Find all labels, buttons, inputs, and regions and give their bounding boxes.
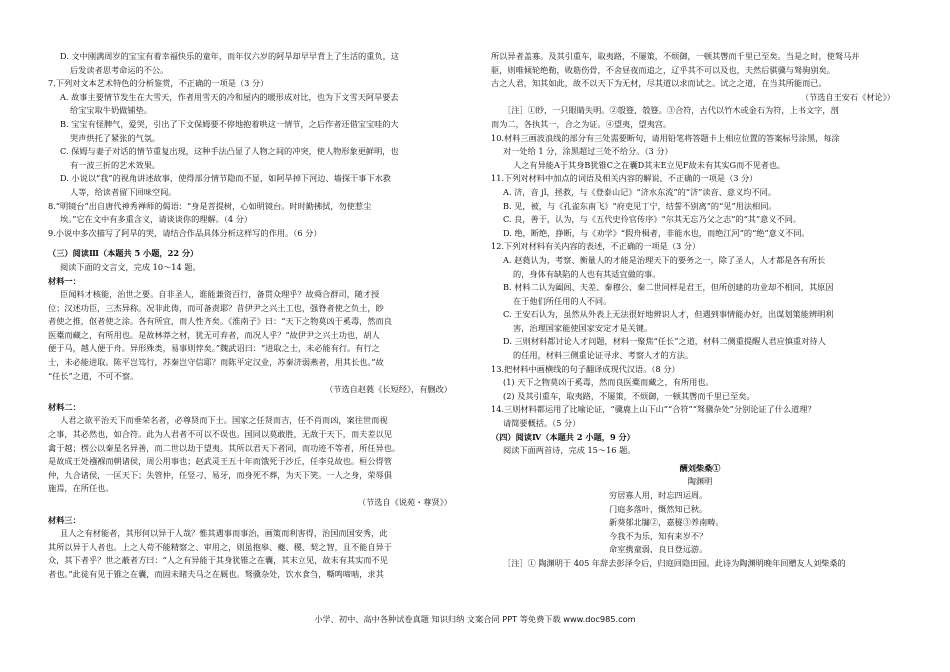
right-text-line: 穷居寡人用，时忘四运周。 bbox=[609, 490, 708, 500]
left-text-line: 哭声烘托了紧张的气氛。 bbox=[70, 132, 161, 143]
left-text-line: 之事，其必然也，如合符。此为人君者不可以不误也。国同以莫敢胜，无敌于天下，而夫差以见 bbox=[48, 429, 392, 440]
right-text-line: 酬刘柴桑① bbox=[679, 462, 721, 473]
left-text-line: 者也。”此徒有见于锥之在囊，而固未睹夫马之在厩也。驽骥杂处，饮水食刍，嘶鸣啼啮，求其 bbox=[48, 568, 384, 579]
left-text-line: 材料二： bbox=[48, 401, 81, 412]
left-text-line: （三）阅读Ⅲ（本题共 5 小题，22 分） bbox=[48, 248, 199, 259]
right-text-line: D. 绝，断绝，挣断，与《劝学》“假舟楫者，非能水也，而绝江河”的“绝”意义不同。 bbox=[503, 227, 810, 238]
right-text-line: 命室携童弱，良日登远游。 bbox=[609, 544, 708, 555]
right-text-line: 对一处给 1 分，涂黑超过三处不给分。（3 分） bbox=[503, 146, 673, 157]
right-text-line: B. 材料二认为阖闾、夫差、秦穆公、秦二世同样是君王，但所创建的功业却不相同，其原因 bbox=[503, 282, 834, 293]
left-text-line: 其所以异于人者也。上之人苟不能精察之、审用之，则虽抱皋、夔、稷、契之智，且不能自异于 bbox=[48, 541, 392, 552]
right-text-line: ［注］① 陶渊明于 405 年辞去彭泽令后，归庭回隐田园。此诗为陶渊明晚年回赠友人刘柴桑的 bbox=[503, 557, 846, 568]
left-text-line bbox=[48, 240, 466, 247]
left-text-line: 有一波三折的艺术效果。 bbox=[70, 159, 161, 170]
right-text-line: 所以异者盖寡。及其引重车，取夷路，不屡策，不烦御，一顿其辔而千里已至矣。当是之时，使驽马并 bbox=[491, 51, 860, 61]
left-column bbox=[48, 50, 466, 582]
right-text-line: 人之有异能A于其身B犹锥C之在囊D其末E立见F故未有其实G而不见者也。 bbox=[513, 159, 786, 170]
right-text-line: 请简要概括。（5 分） bbox=[503, 418, 581, 429]
left-text-line: 位；汉述功臣，三杰异称。况非此俦，而可备责耶？昔伊尹之兴土工也，强脊者使之负土，眇 bbox=[48, 302, 384, 313]
left-text-line: 人等，给读者留下回味空间。 bbox=[70, 186, 177, 197]
right-text-line: D. 三则材料都讨论人才问题，材料一聚焦“任长”之道，材料二侧重提醒人君应慎重对待人 bbox=[503, 336, 826, 347]
left-text-line: 者使之推，伛者使之涂。各有所宜，而人性齐矣。《淮南子》曰：“天下之物莫凶于奚毒，然而良 bbox=[48, 316, 392, 327]
right-text-line: 害，治理国家能使国家安定才是关键。 bbox=[513, 322, 653, 333]
left-text-line: 材料一： bbox=[48, 275, 81, 286]
left-text-line: 人君之欲平治天下而垂荣名者，必尊贤而下士。国家之任贤而吉，任不肖而凶，案往世而视 bbox=[60, 415, 388, 426]
page-footer: 小学、初中、高中各种试卷真题 知识归纳 文案合同 PPT 等免费下载 www.doc985.com bbox=[314, 614, 636, 624]
left-text-line: 埃。”它在文中有多重含义，请谈谈你的理解。（4 分） bbox=[60, 214, 253, 225]
right-text-line: A. 赵蕤认为，考察、衡量人的才能是治理天下的要务之一，除了圣人，人才都是各有所长 bbox=[503, 254, 826, 265]
right-text-line: 14.三则材料都运用了比喻论证，“骥鹿上山下山”“合符”“驽骥杂处”分别论证了什么道理？ bbox=[491, 404, 816, 415]
right-text-line: (1) 天下之物莫凶于奚毒，然而良医橐而藏之，有所用也。 bbox=[503, 377, 714, 388]
left-text-line: D. 文中刚满周岁的宝宝有着幸福快乐的童年，而年仅六岁的阿旱却早早背上了生活的重负，这 bbox=[60, 51, 399, 61]
left-text-line: 8.“明镜台”出自唐代神秀禅师的偈语：“身是菩提树，心如明镜台。时时勤拂拭，勿使惹尘 bbox=[48, 200, 372, 211]
right-text-line: 今我不为乐，知有来岁不？ bbox=[609, 530, 708, 541]
left-text-line: B. 宝宝有怪脾气，爱哭，引出了下文保姆要不停地抱着哄这一情节，之后作者还借宝宝哇的大 bbox=[60, 118, 399, 129]
right-text-line: B. 见，被，与《孔雀东南飞》“府吏见丁宁，结誓不别离”的“见”用法相同。 bbox=[503, 200, 777, 211]
left-text-line: 士，未必能进取。陈平岂笃行，苏秦岂守信耶？而陈平定汉业，苏秦济弱燕者，用其长也。”故 bbox=[48, 357, 384, 368]
left-text-line: （节选自赵蕤《长短经》，有删改） bbox=[325, 384, 452, 395]
left-text-line: 阅读下面的文言文，完成 10～14 题。 bbox=[60, 261, 201, 272]
right-text-line: 门庭多落叶，慨然知已秋。 bbox=[609, 503, 708, 514]
right-text-line: 12.下列对材料有关内容的表述，不正确的一项是（3 分） bbox=[491, 241, 701, 252]
right-text-line: C. 王安石认为，虽然从外表上无法很好地辨识人才，但遇到事情能办好，出谋划策能辨明利 bbox=[503, 309, 834, 320]
right-column bbox=[491, 50, 909, 571]
right-text-line: 在于他们所任用的人不同。 bbox=[513, 295, 612, 306]
right-text-line: 而为二，各执其一，合之为证。④望夷，望夷宫。 bbox=[491, 118, 672, 129]
right-text-line: C. 良，善于，认为，与《五代史伶官传序》“尔其无忘乃父之志”的“其”意义不同。 bbox=[503, 214, 802, 225]
left-text-line: 后发读者思考命运的不公。 bbox=[70, 64, 169, 75]
right-text-line: （四）阅读Ⅳ（本题共 2 小题，9 分） bbox=[491, 431, 635, 442]
left-text-line: A. 故事主要情节发生在大雪天，作者用雪天的冷和屋内的暖形成对比，也为下文雪天阿旱要去 bbox=[60, 91, 399, 102]
left-text-line: 材料三： bbox=[48, 514, 81, 525]
left-text-line: 7.下列对文本艺术特色的分析鉴赏，不正确的一项是（3 分） bbox=[48, 78, 269, 89]
left-text-line: 是故成王处襁褓而朝诸侯，周公用事也；赵武灵王五十年而饿死于沙丘，任李兑故也。桓公得管 bbox=[48, 456, 392, 467]
left-text-line: “任长”之道，不可不察。 bbox=[48, 370, 139, 381]
left-text-line: 医橐而藏之，有所用也。是故林莽之材，犹无可弃者，而况人乎？”故伊尹之兴土功也，胡人 bbox=[48, 329, 380, 340]
right-text-line: 的，身体有缺陷的人也有其适宜做的事。 bbox=[513, 268, 661, 279]
left-text-line: C. 保姆与妻子对话的情节重复出现，这种手法凸显了人物之间的冲突，使人物形象更鲜明，也 bbox=[60, 146, 399, 157]
right-text-line: （节选自王安石《材论》） bbox=[800, 91, 895, 102]
left-text-line: 仲，九合诸侯，一匡天下；失管仲，任竖刁、易牙，而身死不葬，为天下笑。一人之身，荣辱俱 bbox=[48, 469, 392, 480]
right-text-line: 11.下列对材料中加点的词语及相关内容的解说，不正确的一项是（3 分） bbox=[491, 173, 758, 184]
right-text-line: 的任用，材料三侧重论证寻求、考察人才的方法。 bbox=[513, 350, 694, 361]
right-text-line: 陶渊明 bbox=[687, 476, 713, 487]
left-text-line: （节选自《说苑・尊贤》） bbox=[357, 497, 452, 507]
right-text-line: 古之人君，知其如此，故不以天下为无材，尽其道以求而试之。试之之道，在当其所能而已。 bbox=[491, 78, 827, 89]
left-text-line: 9.小说中多次描写了阿旱的哭，请结合作品具体分析这样写的作用。（6 分） bbox=[48, 227, 322, 238]
left-text-line: 禽于越；楞公以秦星名异善，而二世以劫于望夷。其所以君天下者同，而功迹不等者，所任异也。 bbox=[48, 442, 401, 453]
right-text-line: 10.材料三画波浪线的部分有三处需要断句，请用铅笔将答题卡上相应位置的答案标号涂黑，每涂 bbox=[491, 132, 840, 143]
left-text-line: 且人之有材能者，其形何以异于人哉？惟其遇事而事治，画策而利害得，治国而国安秀，此 bbox=[60, 528, 388, 539]
left-text-line: 给宝宝取牛奶做铺垫。 bbox=[70, 105, 152, 116]
left-text-line: 众，其下者乎？世之蔽者方曰：“人之有异能于其身犹锥之在囊，其末立见，故未有其实而不见 bbox=[48, 555, 388, 566]
left-text-line: 施焉，在所任也。 bbox=[48, 483, 114, 494]
left-text-line: D. 小说以“我”的视角讲述故事，使得部分情节隐而不显，如阿旱掉下河边、墙探干事下水救 bbox=[60, 173, 391, 184]
left-text-line: 便于马，越人便于舟。异形殊类，易事则悖矣。”魏武诏曰：“进取之士，未必能有行。有行之 bbox=[48, 343, 380, 354]
right-text-line: 驱，则唯倾轮绝勒，败筋伤骨，不舍昼夜而追之，辽乎其不可以及也，夫然后骐骥与驽驹别矣。 bbox=[491, 64, 835, 75]
left-text-line: 臣闻料才核能，治世之要。自非圣人，谁能兼资百行，备贯众理乎？故舜合群司，随才授 bbox=[60, 289, 380, 300]
right-text-line: 13.把材料中画横线的句子翻译成现代汉语。（8 分） bbox=[491, 363, 680, 374]
right-text-line: 新葵郁北牖②，嘉穟③养南畴。 bbox=[609, 517, 724, 528]
right-text-line: 阅读下面两首诗，完成 15～16 题。 bbox=[503, 445, 636, 456]
right-text-line: ［注］①眇，一只眼睛失明。②彀簦，彀簦。③合符，古代以竹木或金石为符，上书文字，剖 bbox=[503, 105, 839, 116]
right-text-line: (2) 及其引重车，取夷路，不屡策，不烦御，一顿其辔而千里已至矣。 bbox=[503, 390, 755, 401]
right-text-line: A. 济，音 jǐ，拯救，与《登泰山记》“济水东流”的“济”读音、意义均不同。 bbox=[503, 186, 777, 197]
